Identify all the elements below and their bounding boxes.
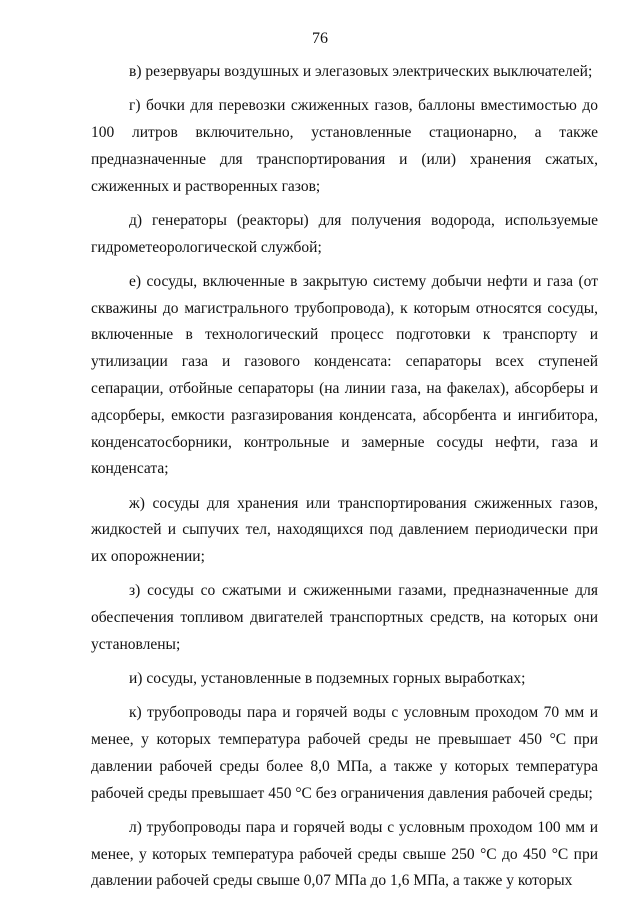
paragraph-z: з) сосуды со сжатыми и сжиженными газами, предназначенные для обеспечения топливом двигателей транспортных средств, на которых они установлены; bbox=[91, 582, 598, 653]
paragraph-l: л) трубопроводы пара и горячей воды с условным проходом 100 мм и менее, у которых температура рабочей среды свыше 250 °С до 450 °С при давлении рабочей среды свыше 0,07 МПа до 1,6 МПа, а также у которых bbox=[91, 818, 598, 890]
page-number: 76 bbox=[312, 30, 328, 47]
paragraph-zh: ж) сосуды для хранения или транспортирования сжиженных газов, жидкостей и сыпучих тел, находящихся под давлением периодически при их опорожнении; bbox=[91, 494, 598, 566]
paragraph-i: и) сосуды, установленные в подземных горных выработках; bbox=[129, 670, 526, 688]
paragraph-e: е) сосуды, включенные в закрытую систему добычи нефти и газа (от скважины до магистрального трубопровода), к которым относятся сосуды, включенные в технологический процесс подготовки к транспорту и утилизации газа и газового конденсата: сепараторы всех ступеней сепарации, отбойные сепараторы (на линии газа, на факелах), абсорберы и адсорберы, емкости разгазирования конденсата, абсорбента и ингибитора, конденсатосборники, контрольные и замерные сосуды нефти, газа и конденсата; bbox=[91, 272, 598, 478]
paragraph-v: в) резервуары воздушных и элегазовых электрических выключателей; bbox=[129, 63, 593, 80]
paragraph-k: к) трубопроводы пара и горячей воды с условным проходом 70 мм и менее, у которых температура рабочей среды не превышает 450 °С при давлении рабочей среды более 8,0 МПа, а также у которых температура рабочей среды превышает 450 °С без ограничения давления рабочей среды; bbox=[91, 704, 598, 802]
paragraph-d: д) генераторы (реакторы) для получения водорода, используемые гидрометеорологической службой; bbox=[91, 211, 598, 256]
body-text bbox=[91, 59, 598, 903]
paragraph-g: г) бочки для перевозки сжиженных газов, баллоны вместимостью до 100 литров включительно, установленные стационарно, а также предназначенные для транспортирования и (или) хранения сжатых, сжиженных и растворенных газов; bbox=[91, 97, 598, 195]
